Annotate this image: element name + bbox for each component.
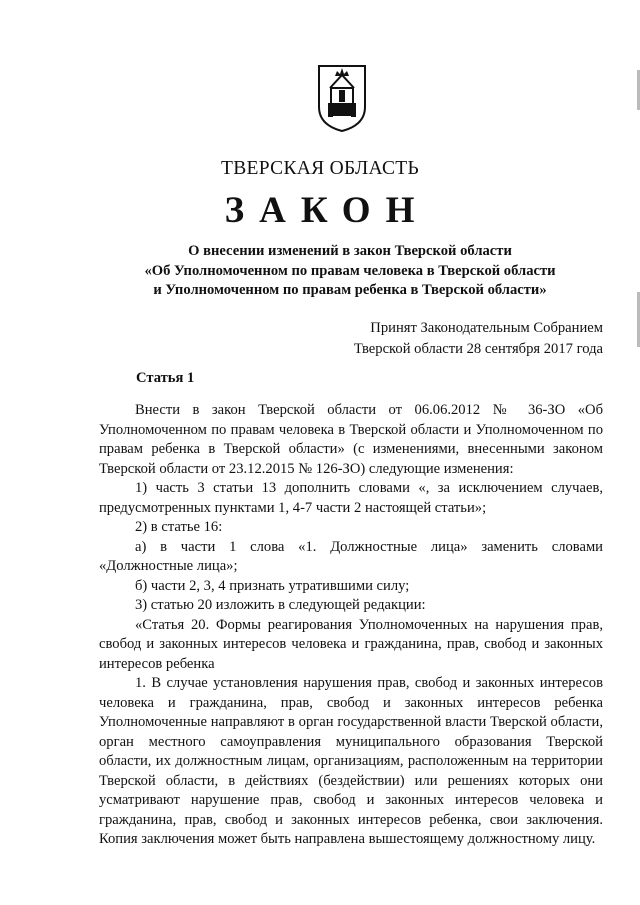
paragraph: а) в части 1 слова «1. Должностные лица» заменить словами «Должностные лица»;: [99, 538, 603, 574]
article-heading: Статья 1: [136, 370, 195, 386]
law-title-line: и Уполномоченном по правам ребенка в Тверской области»: [153, 282, 547, 298]
law-title-line: «Об Уполномоченном по правам человека в Тверской области: [144, 262, 556, 279]
paragraph: 1. В случае установления нарушения прав, свобод и законных интересов человека и гражданина, прав, свобод и законных интересов ребенка Уполномоченные направляют в орган государственной власти Тверской области, орган местного самоуправления муниципального образования Тверской области, их должностным лицам, организациям, расположенным на территории Тверской области, в действиях (бездействии) или решениях которых они усматривают нарушение прав, свобод и законных интересов человека и гражданина, прав, свобод и законных интересов ребенка, свои заключения. Копия заключения может быть направлена вышестоящему должностному лицу.: [99, 675, 603, 847]
adoption-line: Принят Законодательным Собранием: [370, 320, 603, 336]
adoption-line: Тверской области 28 сентября 2017 года: [353, 340, 603, 357]
paragraph: Внести в закон Тверской области от 06.06.2012 № 36-ЗО «Об Уполномоченном по правам человека в Тверской области и Уполномоченном по правам ребенка в Тверской области» (с изменениями, внесенными законом Тверской области от 23.12.2015 № 126-ЗО) следующие изменения:: [99, 402, 603, 477]
region-name: ТВЕРСКАЯ ОБЛАСТЬ: [221, 158, 419, 179]
law-title-line: О внесении изменений в закон Тверской области: [188, 243, 512, 259]
adoption-statement: [354, 318, 603, 359]
paragraph: 1) часть 3 статьи 13 дополнить словами «, за исключением случаев, предусмотренных пунктами 1, 4-7 части 2 настоящей статьи»;: [99, 480, 603, 516]
tver-coat-of-arms-icon: [316, 63, 368, 133]
law-title: [0, 242, 640, 301]
article-body: [99, 401, 603, 850]
paragraph: 3) статью 20 изложить в следующей редакции:: [135, 597, 426, 613]
document-type-title: ЗАКОН: [224, 190, 430, 231]
paragraph: б) части 2, 3, 4 признать утратившими силу;: [135, 577, 410, 594]
paragraph: 2) в статье 16:: [135, 519, 223, 535]
paragraph: «Статья 20. Формы реагирования Уполномоченных на нарушения прав, свобод и законных интересов человека и гражданина, прав, свобод и законных интересов ребенка: [99, 616, 603, 672]
